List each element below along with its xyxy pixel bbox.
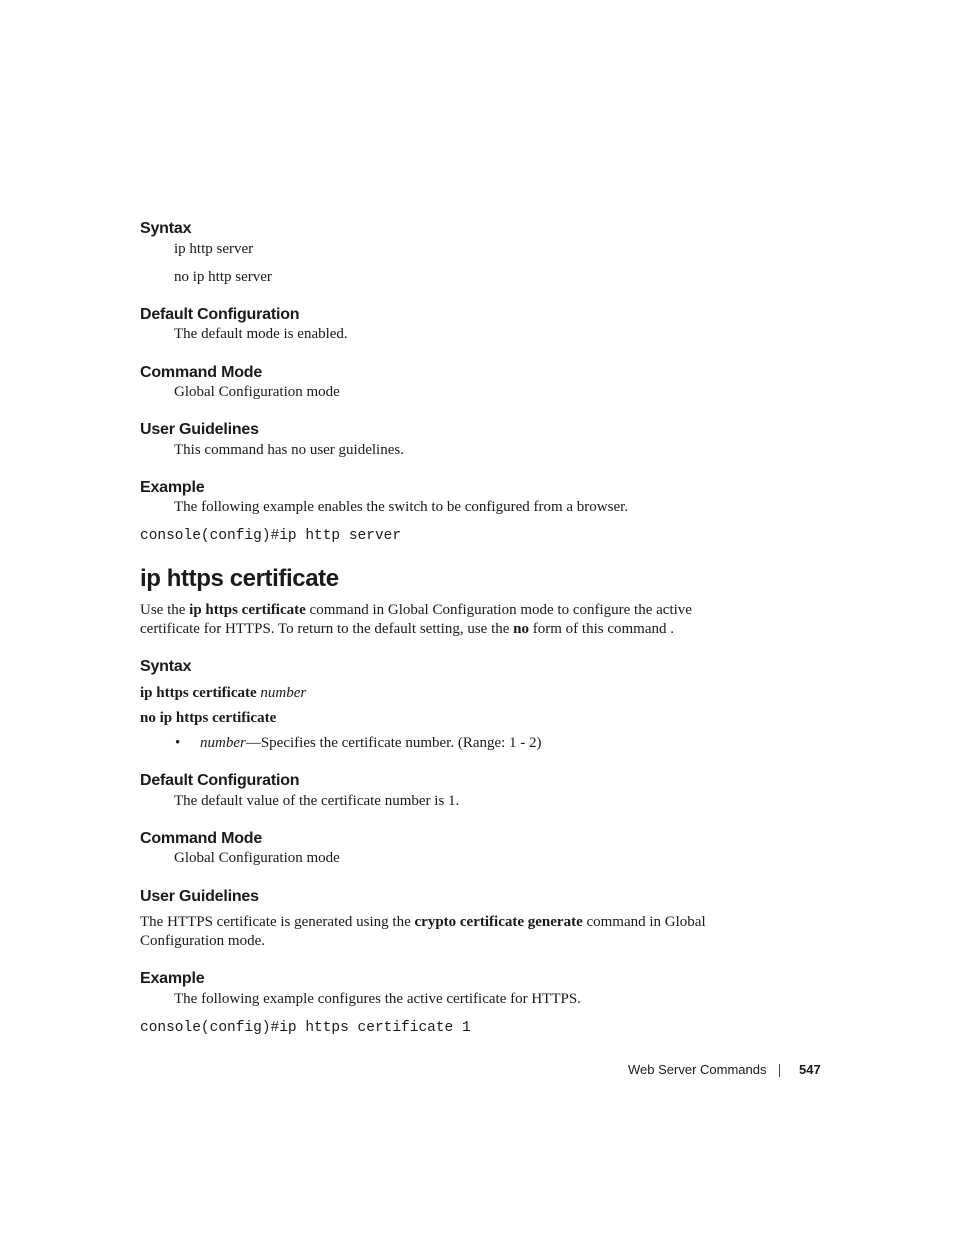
command-mode-text: Global Configuration mode bbox=[174, 384, 340, 400]
user-guidelines-line2: Configuration mode. bbox=[140, 933, 265, 949]
default-config-text: The default mode is enabled. bbox=[174, 326, 348, 342]
user-guidelines-heading: User Guidelines bbox=[140, 888, 259, 905]
syntax-command: no ip https certificate bbox=[140, 710, 277, 726]
syntax-line: ip http server bbox=[174, 241, 254, 257]
syntax-heading: Syntax bbox=[140, 220, 192, 237]
bullet-parameter: number bbox=[200, 735, 246, 751]
user-guidelines-line1 bbox=[140, 914, 706, 931]
intro-text: Use the bbox=[140, 602, 190, 618]
intro-paragraph-line2 bbox=[140, 621, 674, 638]
default-config-text: The default value of the certificate number is 1. bbox=[174, 793, 460, 809]
intro-text: certificate for HTTPS. To return to the default setting, use the bbox=[140, 621, 514, 637]
bullet-item bbox=[200, 735, 542, 752]
example-text: The following example configures the active certificate for HTTPS. bbox=[174, 991, 581, 1007]
example-code: console(config)#ip https certificate 1 bbox=[140, 1020, 471, 1036]
user-guidelines-text: This command has no user guidelines. bbox=[174, 442, 404, 458]
syntax-line bbox=[140, 710, 276, 727]
syntax-parameter: number bbox=[260, 685, 307, 701]
footer-chapter: Web Server Commands bbox=[628, 1062, 767, 1077]
command-mode-heading: Command Mode bbox=[140, 830, 263, 847]
syntax-command: ip https certificate bbox=[140, 685, 261, 701]
syntax-heading: Syntax bbox=[140, 658, 192, 675]
command-mode-text: Global Configuration mode bbox=[174, 850, 340, 866]
footer-separator bbox=[779, 1064, 780, 1077]
default-config-heading: Default Configuration bbox=[140, 772, 300, 789]
bullet-icon: • bbox=[175, 735, 181, 751]
command-mode-heading: Command Mode bbox=[140, 364, 263, 381]
example-code: console(config)#ip http server bbox=[140, 528, 402, 544]
intro-text: form of this command . bbox=[529, 621, 674, 637]
intro-no-keyword: no bbox=[513, 621, 529, 637]
syntax-line: no ip http server bbox=[174, 269, 272, 285]
user-guidelines-heading: User Guidelines bbox=[140, 421, 259, 438]
syntax-line bbox=[140, 685, 306, 702]
example-heading: Example bbox=[140, 970, 205, 987]
intro-paragraph-line1 bbox=[140, 602, 692, 619]
page-number: 547 bbox=[799, 1062, 821, 1077]
bullet-text: —Specifies the certificate number. (Range: 1 - 2) bbox=[245, 735, 542, 751]
guidelines-text: command in Global bbox=[582, 914, 706, 930]
default-config-heading: Default Configuration bbox=[140, 306, 300, 323]
example-text: The following example enables the switch to be configured from a browser. bbox=[174, 499, 629, 515]
intro-command: ip https certificate bbox=[189, 602, 306, 618]
example-heading: Example bbox=[140, 479, 205, 496]
intro-text: command in Global Configuration mode to configure the active bbox=[305, 602, 692, 618]
guidelines-command: crypto certificate generate bbox=[414, 914, 583, 930]
guidelines-text: The HTTPS certificate is generated using the bbox=[140, 914, 415, 930]
section-title: ip https certificate bbox=[140, 565, 339, 592]
